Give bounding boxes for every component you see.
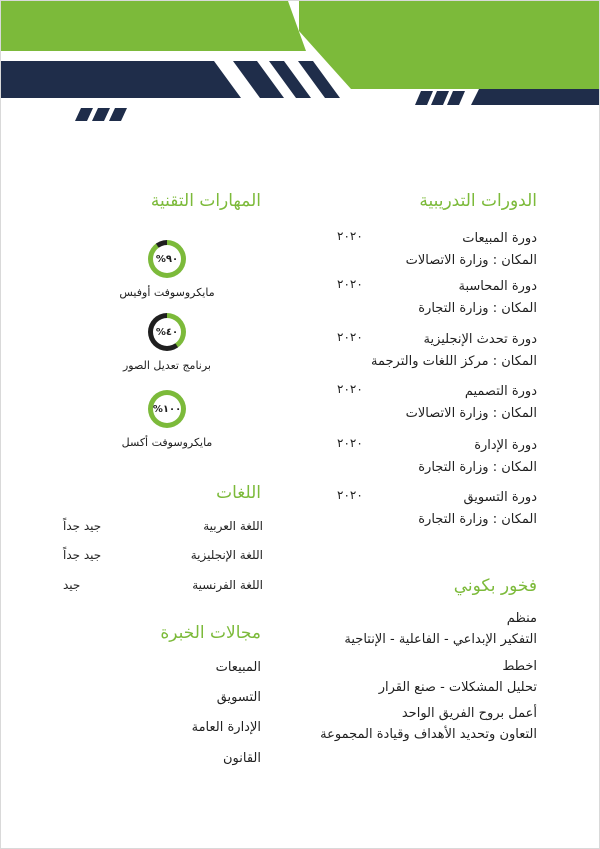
- header-small-stripe: [75, 108, 93, 121]
- header-navy-band: [1, 61, 241, 98]
- experience-item: التسويق: [216, 690, 261, 705]
- skill-label: مايكروسوفت أكسل: [121, 436, 213, 449]
- course-item: [337, 487, 537, 531]
- course-item: [337, 381, 537, 425]
- skill-progress-ring: [148, 313, 186, 351]
- course-place: المكان : مركز اللغات والترجمة: [371, 354, 537, 369]
- course-item: [337, 435, 537, 479]
- experience-item: القانون: [223, 751, 261, 766]
- course-year: ٢٠٢٠: [337, 436, 363, 450]
- course-item: [337, 228, 537, 272]
- language-level: جيد: [63, 578, 81, 592]
- course-name: دورة المحاسبة: [458, 279, 537, 294]
- about-trait: اخطط: [502, 659, 537, 674]
- course-year: ٢٠٢٠: [337, 330, 363, 344]
- course-place: المكان : وزارة التجارة: [418, 301, 537, 316]
- header-small-stripe: [92, 108, 110, 121]
- course-item: [337, 329, 537, 373]
- course-name: دورة الإدارة: [474, 438, 537, 453]
- course-year: ٢٠٢٠: [337, 488, 363, 502]
- course-place: المكان : وزارة الاتصالات: [405, 253, 537, 268]
- course-name: دورة المبيعات: [462, 231, 537, 246]
- language-row: [63, 548, 263, 568]
- about-detail: تحليل المشكلات - صنع القرار: [378, 680, 537, 695]
- language-name: اللغة العربية: [203, 519, 263, 533]
- skill-label: مايكروسوفت أوفيس: [119, 286, 215, 299]
- header-decoration: [1, 1, 600, 126]
- course-item: [337, 276, 537, 320]
- language-name: اللغة الفرنسية: [192, 578, 263, 592]
- course-year: ٢٠٢٠: [337, 229, 363, 243]
- skill-progress-ring: [148, 240, 186, 278]
- experience-item: المبيعات: [215, 660, 261, 675]
- skill-item: [67, 240, 267, 299]
- course-year: ٢٠٢٠: [337, 277, 363, 291]
- skill-percent: ٤٠%: [155, 326, 179, 338]
- header-navy-bar-right: [471, 89, 600, 105]
- courses-title: الدورات التدريبية: [419, 191, 537, 211]
- header-small-stripe: [447, 91, 465, 105]
- skill-item: [67, 390, 267, 449]
- about-detail: التعاون وتحديد الأهداف وقيادة المجموعة: [320, 727, 537, 742]
- languages-title: اللغات: [216, 483, 261, 503]
- language-row: [63, 519, 263, 539]
- experience-title: مجالات الخبرة: [160, 623, 261, 643]
- course-place: المكان : وزارة الاتصالات: [405, 406, 537, 421]
- course-name: دورة التسويق: [463, 490, 537, 505]
- course-place: المكان : وزارة التجارة: [418, 512, 537, 527]
- course-year: ٢٠٢٠: [337, 382, 363, 396]
- about-detail: التفكير الإبداعي - الفاعلية - الإنتاجية: [344, 632, 537, 647]
- course-name: دورة تحدث الإنجليزية: [423, 332, 537, 347]
- about-title: فخور بكوني: [453, 576, 537, 596]
- skills-title: المهارات التقنية: [150, 191, 261, 211]
- header-small-stripe: [431, 91, 449, 105]
- header-small-stripe: [415, 91, 433, 105]
- language-name: اللغة الإنجليزية: [190, 548, 263, 562]
- course-place: المكان : وزارة التجارة: [418, 460, 537, 475]
- about-trait: أعمل بروح الفريق الواحد: [401, 706, 537, 721]
- header-small-stripe: [109, 108, 127, 121]
- skill-percent: ١٠٠%: [152, 403, 182, 415]
- language-row: [63, 578, 263, 598]
- skill-percent: ٩٠%: [155, 253, 179, 265]
- skill-progress-ring: [148, 390, 186, 428]
- experience-item: الإدارة العامة: [191, 720, 261, 735]
- skill-label: برنامج تعديل الصور: [122, 359, 211, 372]
- course-name: دورة التصميم: [464, 384, 537, 399]
- skill-item: [67, 313, 267, 372]
- about-trait: منظم: [506, 611, 537, 626]
- language-level: جيد جداً: [63, 548, 102, 562]
- header-green-block: [299, 1, 600, 89]
- language-level: جيد جداً: [63, 519, 102, 533]
